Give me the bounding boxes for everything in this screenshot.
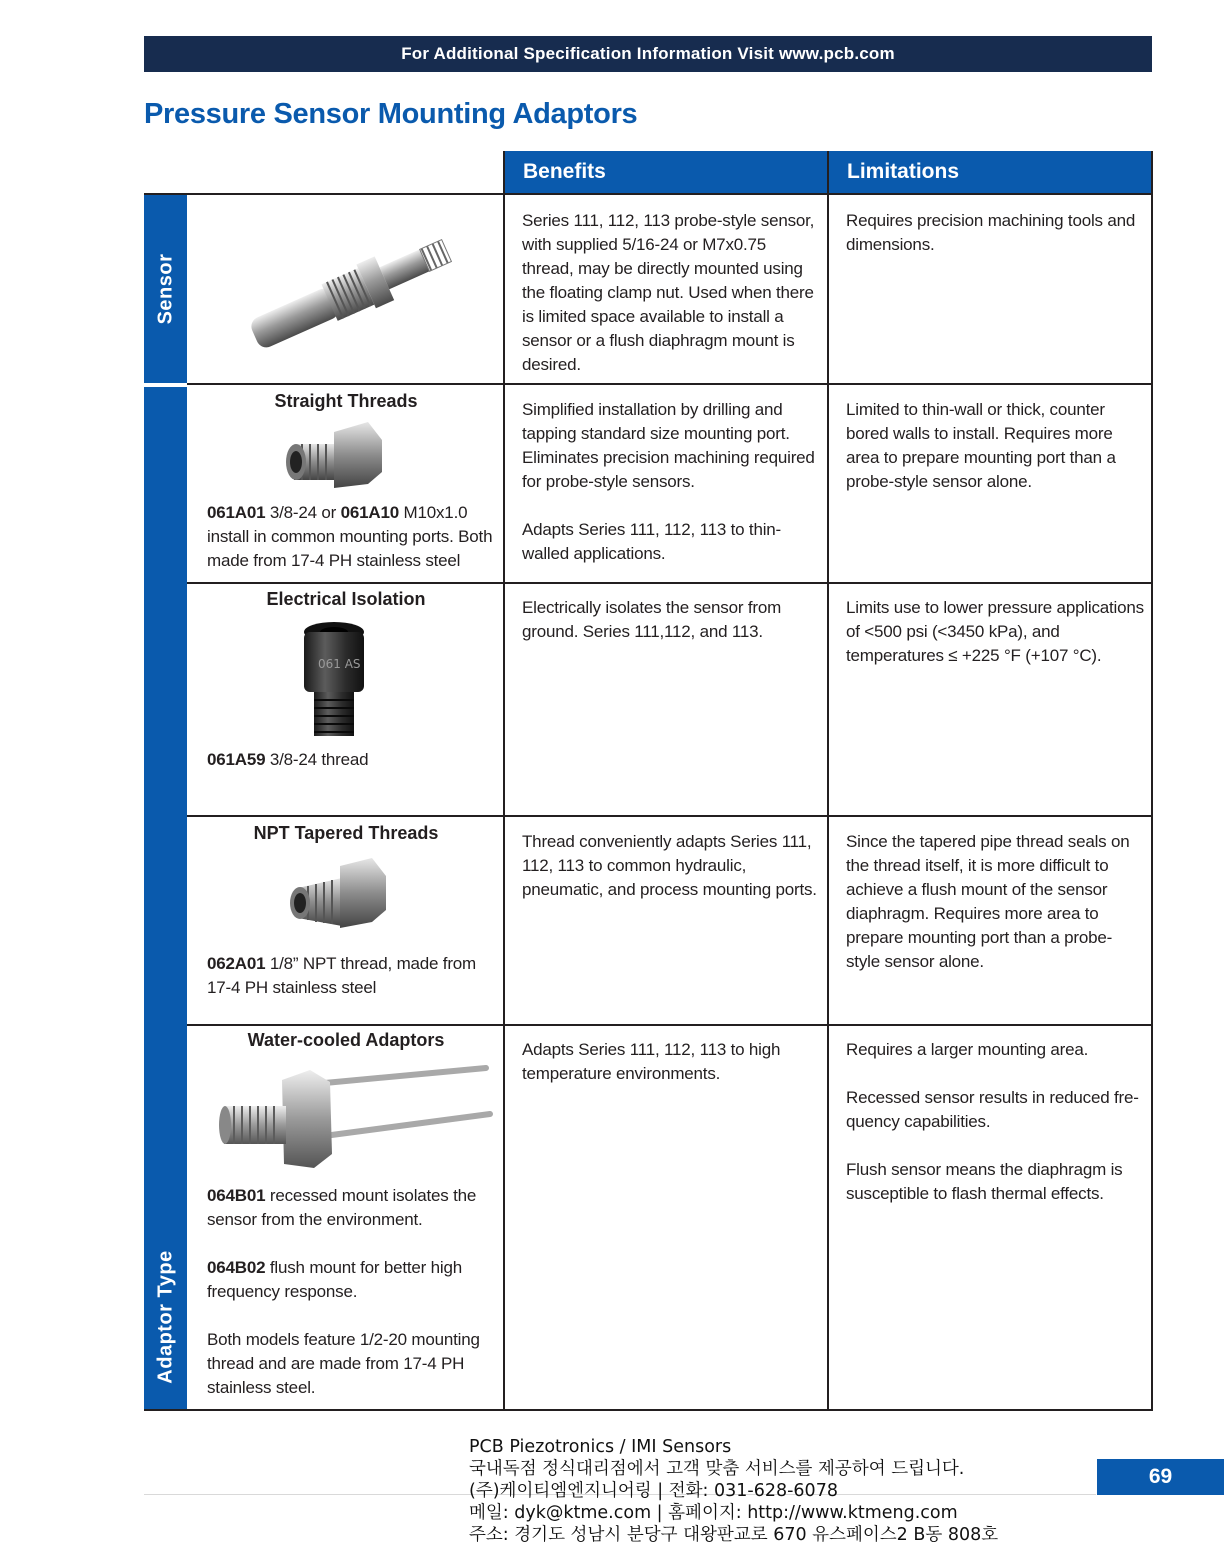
top-banner: For Additional Specification Information Visit www.pcb.com xyxy=(144,36,1152,72)
sensor-benefits xyxy=(522,209,817,377)
straight-benefits-2: Adapts Series 111, 112, 113 to thin-walled applications. xyxy=(522,520,781,563)
water-benefits xyxy=(522,1038,817,1086)
probe-sensor-image xyxy=(235,225,465,350)
side-label-sensor-text: Sensor xyxy=(154,253,176,325)
model-061a01: 061A01 xyxy=(207,503,266,522)
water-limitations xyxy=(846,1038,1141,1206)
straight-text-2: M10x1.0 install in common mounting ports. Both made from 17-4 PH stainless steel xyxy=(207,503,493,570)
benefits-header: Benefits xyxy=(505,151,827,193)
grid-hline-2 xyxy=(187,582,1153,584)
water-cooled-title: Water-cooled Adaptors xyxy=(247,1030,445,1050)
dealer-line-4: 메일: dyk@ktme.com | 홈페이지: http://www.ktmeng.com xyxy=(469,1503,958,1523)
water-limitations-2: Recessed sensor results in reduced fre-quency capabilities. xyxy=(846,1088,1139,1131)
straight-text-1: 3/8-24 or xyxy=(265,503,341,522)
sensor-limitations-text: Requires precision machining tools and dimensions. xyxy=(846,211,1136,254)
dealer-line-5: 주소: 경기도 성남시 분당구 대왕판교로 670 유스페이스2 B동 808호 xyxy=(469,1525,999,1545)
isolation-image-label: 061 AS xyxy=(318,657,361,671)
dealer-info xyxy=(469,1436,998,1546)
water-limitations-3: Flush sensor means the diaphragm is susceptible to flash thermal effects. xyxy=(846,1160,1123,1203)
grid-hline-1 xyxy=(187,383,1153,385)
dealer-line-3: (주)케이티엠엔지니어링 | 전화: 031-628-6078 xyxy=(469,1481,838,1501)
grid-hline-3 xyxy=(187,815,1153,817)
straight-limitations xyxy=(846,398,1141,494)
model-064b02: 064B02 xyxy=(207,1258,266,1277)
npt-benefits xyxy=(522,830,817,902)
side-label-adaptor-type xyxy=(144,387,187,1409)
electrical-isolation-adaptor-image xyxy=(296,620,374,740)
npt-limitations xyxy=(846,830,1141,974)
straight-threads-description xyxy=(207,501,497,573)
grid-vline-3 xyxy=(1151,151,1153,1411)
side-label-sensor xyxy=(144,195,187,383)
isolation-limitations xyxy=(846,596,1146,668)
electrical-isolation-description xyxy=(207,748,497,772)
isolation-limitations-text: Limits use to lower pressure applications of <500 psi (<3450 kPa), and temperatures ≤ +225 °F (+107 °C). xyxy=(846,598,1144,665)
grid-hline-bottom xyxy=(144,1409,1153,1411)
page-title: Pressure Sensor Mounting Adaptors xyxy=(144,98,638,130)
grid-vline-2 xyxy=(827,151,829,1411)
water-cooled-adaptor-image xyxy=(214,1060,496,1184)
straight-threads-title: Straight Threads xyxy=(274,391,418,411)
straight-limitations-text: Limited to thin-wall or thick, counter bored walls to install. Requires more area to prepare mounting port than a probe-style sensor alone. xyxy=(846,400,1116,491)
npt-limitations-text: Since the tapered pipe thread seals on the thread itself, it is more difficult to achieve a flush mount of the sensor diaphragm. Requires more area to prepare mounting port than a probe-style sensor alone. xyxy=(846,832,1130,971)
npt-description xyxy=(207,952,497,1000)
model-061a10: 061A10 xyxy=(340,503,400,522)
grid-hline-4 xyxy=(187,1024,1153,1026)
straight-benefits-1: Simplified installation by drilling and tapping standard size mounting port. Eliminates precision machining required for probe-style sensors. xyxy=(522,400,815,491)
water-limitations-1: Requires a larger mounting area. xyxy=(846,1040,1089,1059)
page-number: 69 xyxy=(1097,1459,1224,1495)
model-062a01: 062A01 xyxy=(207,954,266,973)
npt-tapered-threads-title: NPT Tapered Threads xyxy=(253,823,439,843)
model-061a59: 061A59 xyxy=(207,750,266,769)
dealer-line-2: 국내독점 정식대리점에서 고객 맞춤 서비스를 제공하여 드립니다. xyxy=(469,1459,965,1479)
model-064b01: 064B01 xyxy=(207,1186,266,1205)
isolation-benefits xyxy=(522,596,817,644)
grid-vline-1 xyxy=(503,151,505,1411)
npt-benefits-text: Thread conveniently adapts Series 111, 112, 113 to common hydraulic, pneumatic, and process mounting ports. xyxy=(522,832,817,899)
water-text-3: Both models feature 1/2-20 mounting thread and are made from 17-4 PH stainless steel. xyxy=(207,1330,480,1397)
npt-text: 1/8” NPT thread, made from 17-4 PH stainless steel xyxy=(207,954,477,997)
straight-thread-adaptor-image xyxy=(276,418,388,498)
electrical-isolation-title: Electrical Isolation xyxy=(266,589,426,609)
sensor-benefits-text: Series 111, 112, 113 probe-style sensor, with supplied 5/16-24 or M7x0.75 thread, may be directly mounted using the floating clamp nut. Used when there is limited space available to install a sensor or a flush diaphragm mount is desired. xyxy=(522,211,815,374)
limitations-header: Limitations xyxy=(829,151,1152,193)
npt-thread-adaptor-image xyxy=(286,856,390,936)
dealer-line-1: PCB Piezotronics / IMI Sensors xyxy=(469,1437,732,1457)
water-text-1: recessed mount isolates the sensor from the environment. xyxy=(207,1186,477,1229)
water-text-2: flush mount for better high frequency response. xyxy=(207,1258,462,1301)
water-benefits-text: Adapts Series 111, 112, 113 to high temperature environments. xyxy=(522,1040,781,1083)
sensor-limitations xyxy=(846,209,1141,257)
header-rule xyxy=(144,193,1152,195)
straight-benefits xyxy=(522,398,817,566)
side-label-adaptor-text: Adaptor Type xyxy=(154,1250,176,1384)
isolation-benefits-text: Electrically isolates the sensor from ground. Series 111,112, and 113. xyxy=(522,598,782,641)
water-cooled-description xyxy=(207,1184,497,1400)
isolation-text: 3/8-24 thread xyxy=(265,750,369,769)
